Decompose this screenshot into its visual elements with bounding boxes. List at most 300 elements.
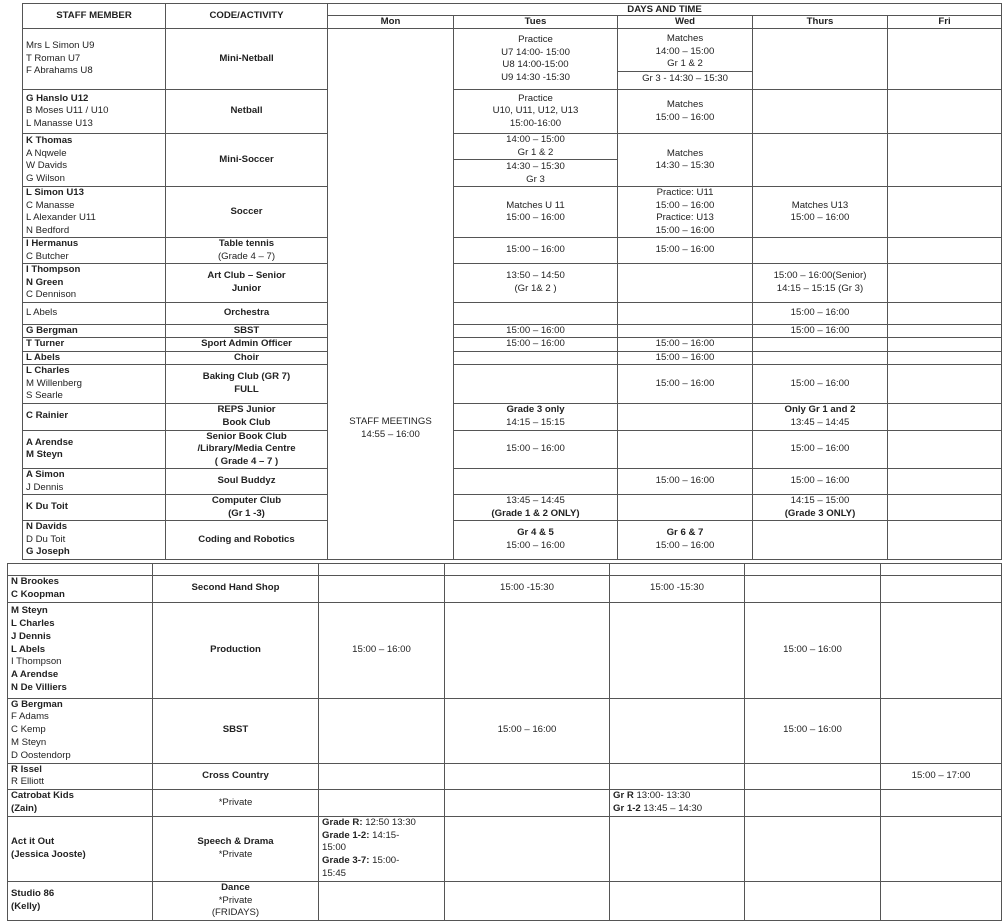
staff-name: Mrs L Simon U9 <box>26 40 95 52</box>
activity-cell <box>166 302 328 324</box>
time-line: 15:00 – 16:00 <box>506 539 565 551</box>
activity-name: Cross Country <box>202 769 269 781</box>
table-row <box>23 187 1002 238</box>
staff-name: G Bergman <box>11 698 63 710</box>
thurs-cell <box>753 238 888 264</box>
header-staff-member: STAFF MEMBER <box>23 4 166 29</box>
time-line: Gr 3 - 14:30 – 15:30 <box>642 72 728 84</box>
staff-name: L Abels <box>11 643 46 655</box>
staff-cell <box>8 602 153 698</box>
staff-name: K Du Toit <box>26 501 68 513</box>
tues-cell <box>454 90 618 134</box>
time-text: 12:50 13:30 <box>362 816 416 828</box>
activity-name: Choir <box>233 351 260 363</box>
activity-cell <box>166 338 328 352</box>
table-row <box>8 698 1002 763</box>
time-line: 15:00 – 16:00 <box>655 111 715 123</box>
wed-cell <box>610 763 745 790</box>
rich-line <box>613 790 741 803</box>
header-day-mon: Mon <box>328 16 454 29</box>
mon-cell <box>319 790 445 817</box>
staff-name: C Butcher <box>26 250 69 262</box>
wed-cell <box>618 495 753 521</box>
staff-name: L Abels <box>26 306 58 318</box>
time-line: Gr 1 & 2 <box>667 58 703 69</box>
wed-cell <box>618 90 753 134</box>
thurs-cell <box>753 495 888 521</box>
time-line: 15:00 – 16:00 <box>655 224 715 236</box>
staff-name: (Jessica Jooste) <box>11 848 86 860</box>
staff-cell <box>23 403 166 430</box>
bold-label: Only Gr 1 and 2 <box>784 404 856 415</box>
time-line: Gr 3 <box>526 173 545 185</box>
staff-name: M Steyn <box>11 736 47 748</box>
time-line: 15:00 – 16:00 <box>352 643 411 655</box>
activity-name: Production <box>210 643 261 655</box>
activity-cell <box>153 576 319 603</box>
mon-cell <box>319 763 445 790</box>
staff-cell <box>23 365 166 404</box>
tues-cell <box>454 238 618 264</box>
activity-cell <box>153 816 319 881</box>
fri-cell <box>888 469 1002 495</box>
staff-name: L Abels <box>26 351 61 363</box>
activity-name: Netball <box>230 105 263 117</box>
tues-cell <box>454 469 618 495</box>
staff-cell <box>23 302 166 324</box>
header-day-wed: Wed <box>618 16 753 29</box>
rich-line <box>322 868 441 881</box>
wed-cell <box>618 134 753 187</box>
activity-cell <box>166 521 328 560</box>
staff-name: A Nqwele <box>26 147 67 159</box>
staff-name: G Bergman <box>26 324 78 336</box>
activity-name: SBST <box>233 324 260 336</box>
staff-name: I Hermanus <box>26 238 79 249</box>
activity-name: Table tennis <box>218 238 275 249</box>
table-row <box>23 365 1002 404</box>
activity-cell <box>153 763 319 790</box>
time-line: (Gr 1& 2 ) <box>514 282 557 294</box>
fri-cell <box>888 403 1002 430</box>
bold-label: Gr 4 & 5 <box>517 527 554 539</box>
tues-cell <box>454 521 618 560</box>
staff-name: L Charles <box>26 365 70 376</box>
time-line: U10, U11, U12, U13 <box>492 105 579 117</box>
time-line: 15:00 – 17:00 <box>911 769 971 781</box>
fri-cell <box>888 302 1002 324</box>
tues-cell <box>445 698 610 763</box>
fri-cell <box>888 365 1002 404</box>
staff-name: C Dennison <box>26 289 77 300</box>
time-line: 15:00 – 16:00 <box>655 338 715 349</box>
staff-name: L Charles <box>11 618 55 630</box>
fri-cell <box>888 29 1002 90</box>
fri-cell <box>888 187 1002 238</box>
staff-name: C Kemp <box>11 724 46 736</box>
time-line: 15:00 – 16:00 <box>497 724 557 736</box>
mon-cell <box>319 602 445 698</box>
staff-name: F Adams <box>11 711 49 723</box>
wed-cell <box>618 403 753 430</box>
time-line: 15:00 – 16:00 <box>790 443 850 454</box>
time-line: 15:00 – 16:00 <box>506 212 565 223</box>
time-line: 15:00 – 16:00 <box>506 443 565 454</box>
time-text: 15:00 <box>322 842 347 854</box>
bold-label: (Grade 3 ONLY) <box>784 507 856 519</box>
time-line: 15:00 – 16:00 <box>655 377 715 389</box>
staff-cell <box>23 351 166 365</box>
staff-cell <box>23 495 166 521</box>
staff-name: D Du Toit <box>26 533 66 545</box>
rich-line <box>613 803 741 816</box>
time-line: U7 14:00- 15:00 <box>501 46 570 58</box>
staff-cell <box>23 29 166 90</box>
staff-name: G Joseph <box>26 546 70 557</box>
tues-cell <box>445 816 610 881</box>
time-line: 15:00 – 16:00 <box>783 724 842 736</box>
staff-cell <box>23 134 166 187</box>
thurs-cell <box>753 90 888 134</box>
time-line: 15:00 – 16:00 <box>790 377 850 389</box>
mon-cell <box>319 576 445 603</box>
time-line: 13:45 – 14:45 <box>506 495 565 506</box>
fri-cell <box>888 324 1002 338</box>
tues-cell <box>454 264 618 303</box>
time-line: 15:00 – 16:00 <box>790 324 850 336</box>
table-row <box>23 495 1002 521</box>
table-row <box>23 430 1002 469</box>
fri-cell <box>881 576 1002 603</box>
staff-cell <box>23 430 166 469</box>
bold-label: Gr 1-2 <box>613 802 641 814</box>
activity-name: Orchestra <box>223 306 270 318</box>
wed-cell <box>618 365 753 404</box>
time-line: 15:00 – 16:00 <box>790 212 850 223</box>
activity-note: (FRIDAYS) <box>211 907 260 919</box>
wed-cell <box>618 238 753 264</box>
time-line: 14:30 – 15:30 <box>506 161 565 172</box>
activity-name: Mini-Netball <box>219 52 274 64</box>
activity-cell <box>166 187 328 238</box>
bold-label: Grade 3-7: <box>322 855 370 867</box>
time-line: Gr 1 & 2 <box>517 146 554 158</box>
time-line: 15:00 – 16:00 <box>655 475 715 487</box>
mon-cell <box>319 816 445 881</box>
header-day-fri: Fri <box>888 16 1002 29</box>
tues-cell <box>445 602 610 698</box>
activity-cell <box>166 29 328 90</box>
activity-name: Mini-Soccer <box>219 153 274 165</box>
time-line: U8 14:00-15:00 <box>502 59 569 70</box>
fri-cell <box>888 521 1002 560</box>
wed-cell <box>610 816 745 881</box>
staff-name: N Davids <box>26 521 68 532</box>
activity-name: Dance <box>221 881 250 893</box>
table-row <box>23 238 1002 264</box>
activity-name: Soccer <box>230 205 263 217</box>
staff-cell <box>23 90 166 134</box>
table-row <box>8 576 1002 603</box>
thurs-cell <box>745 816 881 881</box>
staff-name: N Green <box>26 276 64 288</box>
wed-cell <box>610 602 745 698</box>
header-code-activity: CODE/ACTIVITY <box>166 4 328 29</box>
activity-name: Senior Book Club <box>206 430 287 442</box>
fri-cell <box>888 90 1002 134</box>
time-line: 13:45 – 14:45 <box>790 416 850 428</box>
staff-cell <box>23 238 166 264</box>
activity-name: REPS Junior <box>217 404 276 415</box>
table-row <box>23 324 1002 338</box>
time-line: Matches <box>666 99 704 110</box>
staff-cell <box>23 338 166 352</box>
activity-note: *Private <box>218 894 253 906</box>
thurs-cell <box>745 698 881 763</box>
activity-name: Coding and Robotics <box>198 533 295 545</box>
activity-cell <box>166 495 328 521</box>
staff-name: M Steyn <box>11 605 48 617</box>
table-row <box>23 29 1002 90</box>
fri-cell <box>881 816 1002 881</box>
time-line: 15:00 – 16:00 <box>655 244 715 256</box>
staff-name: N Bedford <box>26 224 70 236</box>
activity-name: Sport Admin Officer <box>201 338 292 349</box>
thurs-cell <box>753 469 888 495</box>
tues-cell <box>445 763 610 790</box>
staff-name: Catrobat Kids <box>11 790 74 802</box>
staff-name: L Manasse U13 <box>26 117 93 129</box>
wed-cell <box>618 324 753 338</box>
staff-name: R Issel <box>11 763 42 775</box>
activity-note: *Private <box>218 848 253 860</box>
wed-cell <box>618 264 753 303</box>
staff-name: (Zain) <box>11 802 38 814</box>
fri-cell <box>888 430 1002 469</box>
staff-cell <box>23 187 166 238</box>
table-row <box>23 403 1002 430</box>
table-row <box>8 790 1002 817</box>
thurs-cell <box>745 790 881 817</box>
sub-slot <box>618 71 752 86</box>
fri-cell <box>888 134 1002 187</box>
staff-name: N Brookes <box>11 576 59 587</box>
thurs-cell <box>753 302 888 324</box>
time-line: Matches <box>666 147 704 159</box>
header-days-and-time: DAYS AND TIME <box>328 4 1002 16</box>
staff-name: S Searle <box>26 390 63 401</box>
table-row <box>23 134 1002 187</box>
time-line: 15:00 – 16:00 <box>790 475 850 487</box>
wed-cell <box>610 698 745 763</box>
staff-name: T Turner <box>26 338 65 349</box>
activity-name: ( Grade 4 – 7 ) <box>214 455 279 467</box>
time-line: 15:00 – 16:00(Senior) <box>773 270 867 282</box>
time-line: 15:00 -15:30 <box>500 582 554 594</box>
time-line: Matches <box>666 33 704 44</box>
wed-cell <box>618 521 753 560</box>
time-text: 15:45 <box>322 867 347 879</box>
tues-cell <box>445 576 610 603</box>
tues-cell <box>454 302 618 324</box>
staff-cell <box>8 698 153 763</box>
thurs-cell <box>753 521 888 560</box>
table-row <box>8 602 1002 698</box>
schedule-table-bottom <box>7 563 1002 921</box>
bold-label: Gr R <box>613 790 634 802</box>
tues-cell <box>454 324 618 338</box>
staff-name: A Arendse <box>26 436 74 448</box>
table-row <box>8 816 1002 881</box>
sub-slot <box>454 159 617 186</box>
time-line: Practice <box>518 34 553 45</box>
staff-cell <box>23 324 166 338</box>
staff-cell <box>23 264 166 303</box>
staff-name: N De Villiers <box>11 682 67 694</box>
activity-cell <box>166 238 328 264</box>
thurs-cell <box>753 430 888 469</box>
staff-name: Act it Out <box>11 835 55 847</box>
activity-note: *Private <box>218 796 253 808</box>
time-line: Practice: U11 <box>656 187 714 198</box>
staff-meetings-time: 14:55 – 16:00 <box>361 428 420 440</box>
wed-cell <box>618 29 753 90</box>
wed-cell <box>610 790 745 817</box>
blank-header-row <box>8 564 1002 576</box>
staff-name: G Hanslo U12 <box>26 92 89 104</box>
rich-line <box>322 855 441 868</box>
thurs-cell <box>753 351 888 365</box>
time-text: 13:45 – 14:30 <box>640 802 703 814</box>
staff-name: C Koopman <box>11 588 65 600</box>
activity-name: Speech & Drama <box>197 835 274 847</box>
table-row <box>23 264 1002 303</box>
activity-name: Junior <box>231 282 262 294</box>
bold-label: Grade R: <box>322 816 363 828</box>
staff-name: I Thompson <box>11 656 62 668</box>
staff-name: I Thompson <box>26 264 81 275</box>
fri-cell <box>888 264 1002 303</box>
activity-cell <box>153 790 319 817</box>
activity-cell <box>153 602 319 698</box>
wed-cell <box>618 351 753 365</box>
thurs-cell <box>753 29 888 90</box>
staff-cell <box>8 763 153 790</box>
tues-cell <box>454 338 618 352</box>
fri-cell <box>888 338 1002 352</box>
time-text: 14:15- <box>369 829 400 841</box>
thurs-cell <box>753 134 888 187</box>
table-row <box>23 302 1002 324</box>
rich-line <box>322 817 441 830</box>
staff-name: (Kelly) <box>11 900 41 912</box>
time-line: 14:15 – 15:15 (Gr 3) <box>776 282 864 294</box>
bold-label: (Grade 1 & 2 ONLY) <box>491 507 580 519</box>
staff-name: C Rainier <box>26 410 69 422</box>
staff-name: G Wilson <box>26 172 65 184</box>
table-row <box>23 351 1002 365</box>
staff-name: R Elliott <box>11 776 45 788</box>
activity-cell <box>166 430 328 469</box>
staff-name: C Manasse <box>26 199 75 211</box>
time-text: 15:00- <box>369 855 400 867</box>
fri-cell <box>881 698 1002 763</box>
staff-name: A Arendse <box>11 669 59 681</box>
staff-name: L Simon U13 <box>26 187 84 198</box>
staff-name: F Abrahams U8 <box>26 65 93 77</box>
time-line: 15:00 – 16:00 <box>506 244 565 256</box>
time-text: 13:00- 13:30 <box>633 790 691 802</box>
staff-cell <box>23 521 166 560</box>
staff-name: Studio 86 <box>11 888 55 900</box>
table-row <box>23 90 1002 134</box>
staff-name: J Dennis <box>26 481 64 493</box>
table-row <box>23 521 1002 560</box>
staff-name: K Thomas <box>26 135 73 146</box>
rich-line <box>322 830 441 843</box>
staff-cell <box>8 790 153 817</box>
activity-cell <box>166 365 328 404</box>
activity-name: FULL <box>234 383 259 395</box>
staff-name: M Willenberg <box>26 377 82 389</box>
time-line: 15:00 – 16:00 <box>783 643 842 655</box>
fri-cell <box>888 238 1002 264</box>
thurs-cell <box>745 763 881 790</box>
activity-cell <box>166 469 328 495</box>
activity-name: Second Hand Shop <box>191 582 280 594</box>
staff-cell <box>8 576 153 603</box>
fri-cell <box>881 790 1002 817</box>
time-line: U9 14:30 -15:30 <box>501 71 570 83</box>
time-line: 15:00 – 16:00 <box>506 338 565 349</box>
table-row <box>23 469 1002 495</box>
fri-cell <box>881 763 1002 790</box>
thurs-cell <box>745 602 881 698</box>
tues-cell <box>454 351 618 365</box>
staff-name: B Moses U11 / U10 <box>26 105 109 117</box>
tues-cell <box>454 403 618 430</box>
thurs-cell <box>753 403 888 430</box>
activity-name: Art Club – Senior <box>207 270 286 282</box>
fri-cell <box>881 602 1002 698</box>
activity-cell <box>166 324 328 338</box>
rich-line <box>322 842 441 855</box>
staff-name: J Dennis <box>11 630 51 642</box>
tues-cell <box>454 29 618 90</box>
staff-name: W Davids <box>26 160 68 171</box>
header-day-thurs: Thurs <box>753 16 888 29</box>
fri-cell <box>888 495 1002 521</box>
staff-meetings-label: STAFF MEETINGS <box>349 416 432 428</box>
tues-cell <box>445 790 610 817</box>
staff-name: D Oostendorp <box>11 749 71 761</box>
time-line: 15:00 – 16:00 <box>506 324 565 336</box>
activity-name: Book Club <box>222 416 271 428</box>
thurs-cell <box>753 264 888 303</box>
staff-name: L Alexander U11 <box>26 212 96 223</box>
activity-cell <box>166 90 328 134</box>
time-line: 15:00 – 16:00 <box>790 306 850 318</box>
activity-cell <box>166 403 328 430</box>
wed-cell <box>618 302 753 324</box>
thurs-cell <box>753 365 888 404</box>
thurs-cell <box>753 324 888 338</box>
time-line: Matches U13 <box>791 199 849 211</box>
time-line: 15:00 -15:30 <box>650 582 704 594</box>
wed-cell <box>610 576 745 603</box>
activity-name: Soul Buddyz <box>217 475 276 487</box>
thurs-cell <box>753 338 888 352</box>
